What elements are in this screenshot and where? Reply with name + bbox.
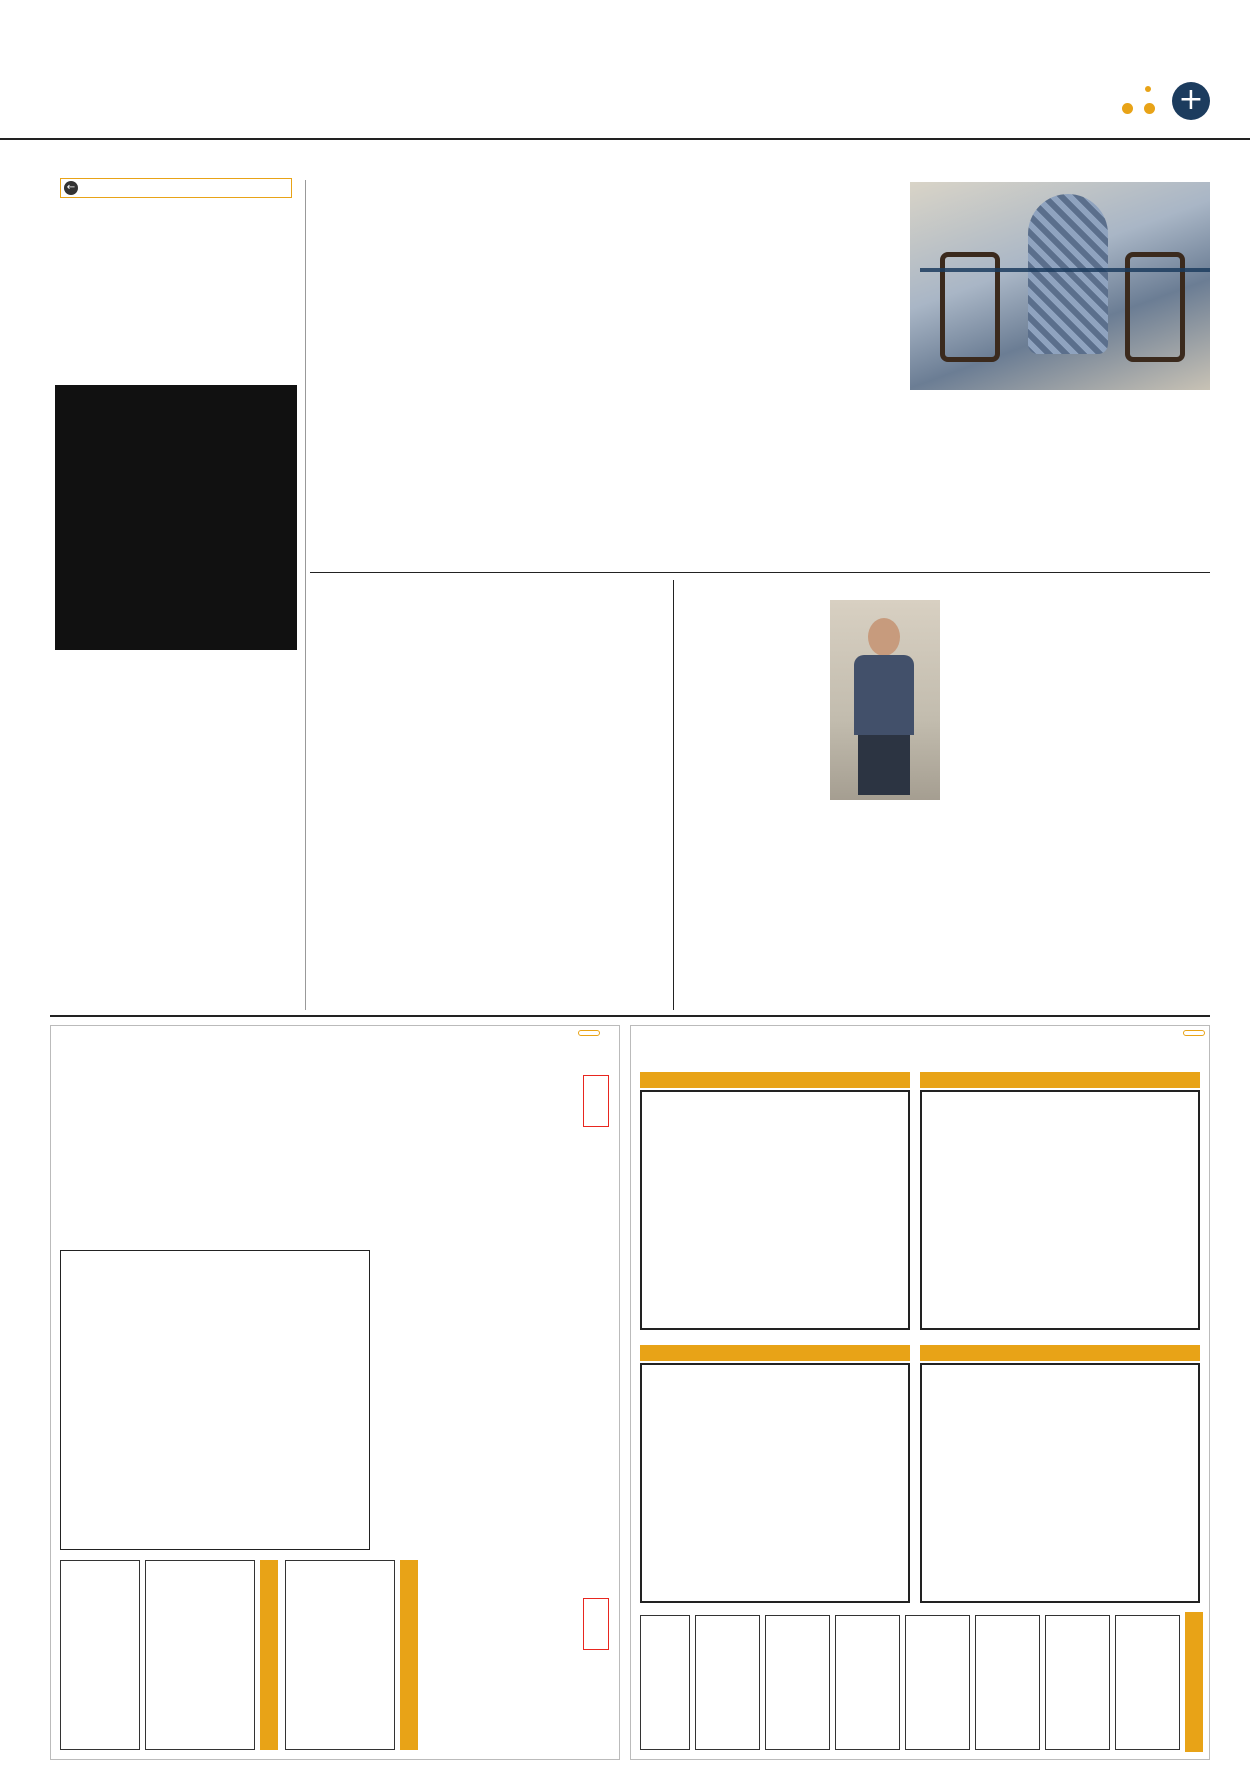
- sudoku-level-label: [920, 1072, 1200, 1088]
- story-text-column: [520, 700, 665, 1007]
- man-body: [854, 655, 914, 735]
- instagram-icon: [1144, 103, 1155, 114]
- crossword-row-numbers: [380, 1250, 394, 1550]
- crossword-instructions: [150, 1028, 390, 1064]
- sudoku-level-label: [920, 1345, 1200, 1361]
- solution-grid: [1115, 1615, 1180, 1750]
- special-clues-label: [583, 1598, 609, 1650]
- story-kicker: [920, 268, 1210, 272]
- sudoku-grid-hard[interactable]: [920, 1363, 1200, 1603]
- clues-column: [310, 1072, 450, 1232]
- social-handle[interactable]: [1119, 103, 1133, 114]
- telegram-icon: [1122, 103, 1133, 114]
- story-text-column: [950, 652, 1210, 1007]
- crossword-title: [578, 1030, 600, 1036]
- sudoku-grid-easy[interactable]: [920, 1090, 1200, 1330]
- story-text-column: [310, 182, 450, 565]
- story-photo: [830, 600, 940, 800]
- story-lead: [950, 612, 1210, 648]
- rail-tag[interactable]: [60, 178, 292, 198]
- page-header: [0, 0, 1250, 140]
- solution-grid: [285, 1560, 395, 1750]
- sudoku-instructions: [760, 1028, 1060, 1062]
- column-divider: [673, 580, 674, 1010]
- sudoku-level-label: [640, 1072, 910, 1088]
- rail-story-body: [60, 682, 292, 1002]
- solution-grid: [765, 1615, 830, 1750]
- story-photo: [910, 182, 1210, 390]
- arrow-left-icon: ←: [64, 181, 78, 195]
- story-text-column: [910, 485, 1210, 565]
- woman-figure: [1028, 194, 1108, 354]
- story-text-column: [680, 810, 945, 1007]
- dot-icon: [1145, 86, 1151, 92]
- sudoku-grid-medium[interactable]: [640, 1090, 910, 1330]
- clues-normal-vertical: [455, 1505, 580, 1585]
- clues-column: [160, 1072, 305, 1232]
- issue-date: [1141, 82, 1155, 95]
- rail-story-body: [60, 230, 292, 380]
- column-divider: [305, 180, 306, 1010]
- solution-grid: [60, 1560, 140, 1750]
- social-handle[interactable]: [1141, 103, 1155, 114]
- crossword-grid[interactable]: [60, 1250, 370, 1550]
- solution-grid: [695, 1615, 760, 1750]
- story-text-column: [310, 612, 510, 1007]
- social-handles: [1119, 103, 1155, 114]
- section-divider: [50, 1015, 1210, 1017]
- sudoku-title: [1183, 1030, 1205, 1036]
- solution-grid: [640, 1615, 690, 1750]
- solution-grid: [905, 1615, 970, 1750]
- solution-caption: [260, 1560, 278, 1750]
- story-text-column: [680, 600, 825, 805]
- solution-grid: [975, 1615, 1040, 1750]
- story-text-column: [460, 280, 600, 565]
- clues-special: [455, 1595, 580, 1755]
- solution-grid: [145, 1560, 255, 1750]
- story-text-column: [760, 470, 900, 565]
- story-text-column: [610, 455, 750, 565]
- solution-grid: [835, 1615, 900, 1750]
- sudoku-grid-very-hard[interactable]: [640, 1363, 910, 1603]
- solution-caption: [400, 1560, 418, 1750]
- section-divider: [310, 572, 1210, 573]
- story-lead: [520, 612, 665, 697]
- rail-dark-box: [55, 385, 297, 650]
- solution-grid: [1045, 1615, 1110, 1750]
- plus-icon[interactable]: +: [1172, 82, 1210, 120]
- sudoku-solution-caption: [1185, 1612, 1203, 1752]
- normal-clues-label: [583, 1075, 609, 1127]
- clues-normal: [455, 1072, 580, 1502]
- man-head: [868, 618, 900, 656]
- man-legs: [858, 735, 910, 795]
- sudoku-level-label: [640, 1345, 910, 1361]
